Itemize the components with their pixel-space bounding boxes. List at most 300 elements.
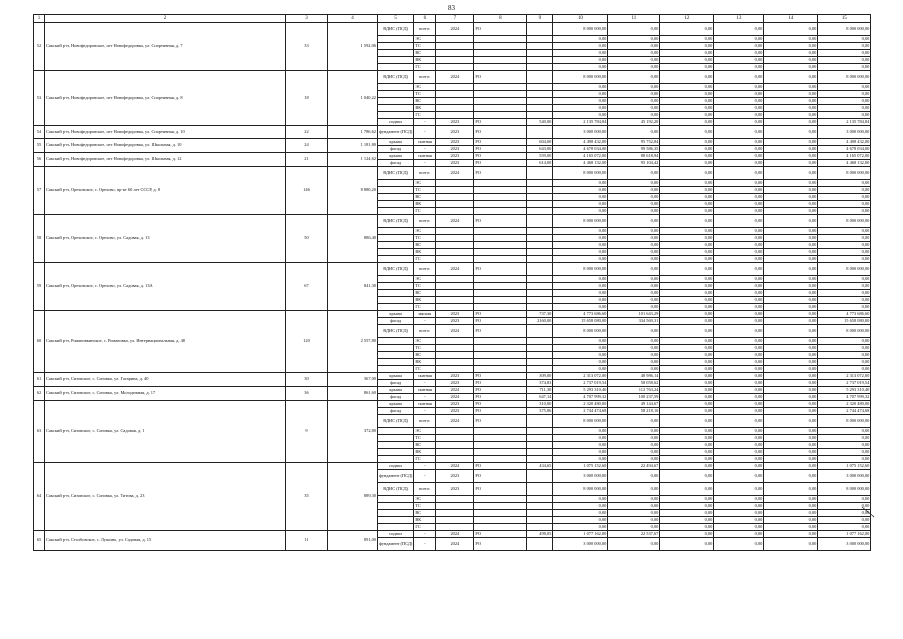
- zero-value-cell: 0,00: [660, 201, 714, 208]
- volume-cell: [527, 91, 553, 98]
- network-code: ЭС: [414, 180, 436, 187]
- total-cell: 4 165 072,00: [818, 153, 871, 160]
- year-cell: 2023: [436, 160, 474, 167]
- work-type: [378, 235, 414, 242]
- year-cell: [436, 428, 474, 435]
- method-cell: [474, 449, 527, 456]
- network-code: ЭС: [414, 428, 436, 435]
- building-area: 367,00: [328, 373, 378, 387]
- work-subtype: -: [414, 463, 436, 470]
- work-subtype: скатная: [414, 401, 436, 408]
- zero-value-cell: 0,00: [714, 456, 764, 463]
- zero-value-cell: 0,00: [660, 180, 714, 187]
- network-code: ВС: [414, 50, 436, 57]
- method-cell: РО: [474, 167, 527, 180]
- column-header-3: 3: [286, 15, 328, 23]
- fund-cell: 0,00: [764, 160, 818, 167]
- building-number: 57: [34, 167, 45, 215]
- year-cell: [436, 524, 474, 531]
- work-type: крыша: [378, 139, 414, 146]
- zero-value-cell: 0,00: [553, 297, 608, 304]
- volume-cell: [527, 524, 553, 531]
- fund-cell: 0,00: [764, 215, 818, 228]
- fund-cell: 0,00: [764, 153, 818, 160]
- building-value: 24: [286, 139, 328, 153]
- network-code: ТС: [414, 345, 436, 352]
- zero-value-cell: 0,00: [818, 297, 871, 304]
- fund-cell: 0,00: [764, 373, 818, 380]
- work-type: фундамент (ПСД): [378, 470, 414, 483]
- fund-cell: 0,00: [660, 23, 714, 36]
- year-cell: [436, 43, 474, 50]
- zero-value-cell: 0,00: [714, 98, 764, 105]
- building-area: 372,80: [328, 401, 378, 463]
- work-subtype: всего:: [414, 167, 436, 180]
- volume-cell: [527, 449, 553, 456]
- zero-value-cell: 0,00: [764, 249, 818, 256]
- volume-cell: 434,65: [527, 463, 553, 470]
- zero-value-cell: 0,00: [553, 435, 608, 442]
- work-subtype: скатная: [414, 153, 436, 160]
- work-type: [378, 517, 414, 524]
- network-code: ГС: [414, 524, 436, 531]
- volume-cell: [527, 71, 553, 84]
- zero-value-cell: 0,00: [818, 242, 871, 249]
- method-cell: [474, 105, 527, 112]
- unit-cost-cell: 22 494,67: [608, 463, 660, 470]
- zero-value-cell: 0,00: [764, 64, 818, 71]
- unit-cost-cell: 0,00: [608, 415, 660, 428]
- work-subtype: -: [414, 146, 436, 153]
- volume-cell: [527, 352, 553, 359]
- zero-value-cell: 0,00: [608, 449, 660, 456]
- fund-cell: 0,00: [714, 160, 764, 167]
- zero-value-cell: 0,00: [764, 105, 818, 112]
- zero-value-cell: 0,00: [818, 201, 871, 208]
- year-cell: [436, 201, 474, 208]
- method-cell: [474, 359, 527, 366]
- cost-cell: 4 498 432,00: [553, 139, 608, 146]
- zero-value-cell: 0,00: [553, 503, 608, 510]
- volume-cell: [527, 366, 553, 373]
- zero-value-cell: 0,00: [660, 112, 714, 119]
- work-type: фасад: [378, 408, 414, 415]
- zero-value-cell: 0,00: [553, 43, 608, 50]
- volume-cell: [527, 208, 553, 215]
- method-cell: [474, 297, 527, 304]
- work-subtype: -: [414, 531, 436, 538]
- volume-cell: 375,86: [527, 408, 553, 415]
- work-subtype: -: [414, 408, 436, 415]
- zero-value-cell: 0,00: [818, 435, 871, 442]
- building-area: 8 880,20: [328, 167, 378, 215]
- work-type: фундамент (ПСД): [378, 126, 414, 139]
- zero-value-cell: 0,00: [660, 242, 714, 249]
- total-cell: 2 737 019,54: [818, 380, 871, 387]
- method-cell: РО: [474, 415, 527, 428]
- building-address: Сакский р-н, Столбовское, с. Лушино, ул. Садовая, д. 15: [45, 531, 286, 551]
- volume-cell: [527, 290, 553, 297]
- column-header-8: 8: [474, 15, 527, 23]
- method-cell: РО: [474, 463, 527, 470]
- work-type: ВДИС (ПСД): [378, 167, 414, 180]
- fund-cell: 0,00: [714, 394, 764, 401]
- cost-cell: 3 000 000,00: [553, 538, 608, 551]
- network-code: ЭС: [414, 496, 436, 503]
- column-header-12: 12: [660, 15, 714, 23]
- fund-cell: 0,00: [764, 126, 818, 139]
- cost-cell: 1 075 152,60: [553, 463, 608, 470]
- zero-value-cell: 0,00: [818, 359, 871, 366]
- zero-value-cell: 0,00: [764, 91, 818, 98]
- year-cell: [436, 496, 474, 503]
- zero-value-cell: 0,00: [608, 456, 660, 463]
- fund-cell: 0,00: [714, 153, 764, 160]
- year-cell: 2023: [436, 373, 474, 380]
- fund-cell: 0,00: [714, 538, 764, 551]
- zero-value-cell: 0,00: [818, 228, 871, 235]
- method-cell: [474, 43, 527, 50]
- volume-cell: [527, 483, 553, 496]
- zero-value-cell: 0,00: [553, 449, 608, 456]
- zero-value-cell: 0,00: [818, 194, 871, 201]
- volume-cell: 2160,00: [527, 318, 553, 325]
- cost-cell: 8 000 000,00: [553, 415, 608, 428]
- method-cell: [474, 517, 527, 524]
- fund-cell: 0,00: [660, 483, 714, 496]
- volume-cell: [527, 435, 553, 442]
- zero-value-cell: 0,00: [818, 283, 871, 290]
- work-subtype: всего:: [414, 325, 436, 338]
- volume-cell: 614,00: [527, 160, 553, 167]
- year-cell: [436, 503, 474, 510]
- volume-cell: 737,30: [527, 311, 553, 318]
- network-code: ГС: [414, 64, 436, 71]
- zero-value-cell: 0,00: [553, 98, 608, 105]
- zero-value-cell: 0,00: [608, 517, 660, 524]
- method-cell: [474, 304, 527, 311]
- zero-value-cell: 0,00: [608, 208, 660, 215]
- zero-value-cell: 0,00: [608, 43, 660, 50]
- zero-value-cell: 0,00: [714, 194, 764, 201]
- column-header-10: 10: [553, 15, 608, 23]
- column-header-9: 9: [527, 15, 553, 23]
- volume-cell: [527, 84, 553, 91]
- network-code: ЭС: [414, 228, 436, 235]
- zero-value-cell: 0,00: [764, 276, 818, 283]
- zero-value-cell: 0,00: [553, 283, 608, 290]
- method-cell: РО: [474, 263, 527, 276]
- network-code: ВК: [414, 201, 436, 208]
- volume-cell: [527, 50, 553, 57]
- year-cell: [436, 105, 474, 112]
- zero-value-cell: 0,00: [764, 297, 818, 304]
- work-type: подвал: [378, 119, 414, 126]
- work-type: ВДИС (ПСД): [378, 71, 414, 84]
- zero-value-cell: 0,00: [553, 456, 608, 463]
- zero-value-cell: 0,00: [764, 43, 818, 50]
- year-cell: [436, 517, 474, 524]
- fund-cell: 0,00: [764, 401, 818, 408]
- building-value: 22: [286, 126, 328, 139]
- fund-cell: 0,00: [714, 263, 764, 276]
- work-type: подвал: [378, 531, 414, 538]
- work-type: фасад: [378, 318, 414, 325]
- work-subtype: -: [414, 394, 436, 401]
- method-cell: [474, 36, 527, 43]
- zero-value-cell: 0,00: [660, 276, 714, 283]
- zero-value-cell: 0,00: [714, 517, 764, 524]
- zero-value-cell: 0,00: [660, 352, 714, 359]
- work-type: [378, 304, 414, 311]
- zero-value-cell: 0,00: [818, 208, 871, 215]
- zero-value-cell: 0,00: [553, 510, 608, 517]
- building-value: 18: [286, 71, 328, 126]
- year-cell: 2023: [436, 139, 474, 146]
- zero-value-cell: 0,00: [553, 105, 608, 112]
- fund-cell: 0,00: [714, 167, 764, 180]
- work-type: [378, 276, 414, 283]
- building-area: 1 786,62: [328, 126, 378, 139]
- volume-cell: [527, 194, 553, 201]
- zero-value-cell: 0,00: [714, 180, 764, 187]
- method-cell: [474, 524, 527, 531]
- volume-cell: [527, 43, 553, 50]
- column-header-4: 4: [328, 15, 378, 23]
- volume-cell: [527, 503, 553, 510]
- work-subtype: всего:: [414, 71, 436, 84]
- cost-cell: 1 077 162,00: [553, 531, 608, 538]
- column-header-6: 6: [414, 15, 436, 23]
- work-type: [378, 36, 414, 43]
- year-cell: [436, 359, 474, 366]
- year-cell: [436, 366, 474, 373]
- volume-cell: 540,00: [527, 119, 553, 126]
- building-area: 1 181,80: [328, 139, 378, 153]
- method-cell: [474, 57, 527, 64]
- zero-value-cell: 0,00: [764, 201, 818, 208]
- zero-value-cell: 0,00: [553, 228, 608, 235]
- zero-value-cell: 0,00: [660, 43, 714, 50]
- zero-value-cell: 0,00: [660, 208, 714, 215]
- work-type: [378, 456, 414, 463]
- volume-cell: [527, 64, 553, 71]
- zero-value-cell: 0,00: [660, 36, 714, 43]
- zero-value-cell: 0,00: [714, 524, 764, 531]
- year-cell: [436, 449, 474, 456]
- zero-value-cell: 0,00: [818, 50, 871, 57]
- zero-value-cell: 0,00: [608, 201, 660, 208]
- zero-value-cell: 0,00: [818, 352, 871, 359]
- year-cell: [436, 208, 474, 215]
- fund-cell: 0,00: [714, 531, 764, 538]
- work-type: ВДИС (ПСД): [378, 415, 414, 428]
- fund-cell: 0,00: [660, 215, 714, 228]
- work-subtype: всего:: [414, 23, 436, 36]
- network-code: ТС: [414, 283, 436, 290]
- zero-value-cell: 0,00: [608, 242, 660, 249]
- cost-cell: 8 000 000,00: [553, 215, 608, 228]
- work-type: крыша: [378, 373, 414, 380]
- zero-value-cell: 0,00: [660, 235, 714, 242]
- zero-value-cell: 0,00: [714, 64, 764, 71]
- zero-value-cell: 0,00: [553, 50, 608, 57]
- fund-cell: 0,00: [660, 415, 714, 428]
- zero-value-cell: 0,00: [764, 283, 818, 290]
- year-cell: [436, 228, 474, 235]
- zero-value-cell: 0,00: [818, 524, 871, 531]
- year-cell: [436, 98, 474, 105]
- zero-value-cell: 0,00: [818, 517, 871, 524]
- method-cell: [474, 345, 527, 352]
- fund-cell: 0,00: [764, 119, 818, 126]
- volume-cell: [527, 517, 553, 524]
- method-cell: [474, 276, 527, 283]
- table-row: [34, 139, 871, 146]
- fund-cell: 0,00: [660, 531, 714, 538]
- work-type: [378, 187, 414, 194]
- fund-cell: 0,00: [764, 71, 818, 84]
- zero-value-cell: 0,00: [553, 290, 608, 297]
- fund-cell: 0,00: [714, 387, 764, 394]
- year-cell: 2023: [436, 470, 474, 483]
- zero-value-cell: 0,00: [764, 50, 818, 57]
- volume-cell: [527, 57, 553, 64]
- unit-cost-cell: 0,00: [608, 325, 660, 338]
- zero-value-cell: 0,00: [608, 249, 660, 256]
- unit-cost-cell: 0,00: [608, 263, 660, 276]
- volume-cell: [527, 256, 553, 263]
- network-code: ЭС: [414, 338, 436, 345]
- volume-cell: 647,14: [527, 394, 553, 401]
- total-cell: 8 000 000,00: [818, 23, 871, 36]
- method-cell: РО: [474, 311, 527, 318]
- method-cell: РО: [474, 71, 527, 84]
- method-cell: РО: [474, 139, 527, 146]
- building-number: 61: [34, 373, 45, 387]
- volume-cell: [527, 345, 553, 352]
- zero-value-cell: 0,00: [764, 496, 818, 503]
- year-cell: 2024: [436, 387, 474, 394]
- volume-cell: 310,00: [527, 401, 553, 408]
- method-cell: РО: [474, 408, 527, 415]
- work-subtype: -: [414, 538, 436, 551]
- zero-value-cell: 0,00: [818, 338, 871, 345]
- volume-cell: [527, 415, 553, 428]
- network-code: ВК: [414, 449, 436, 456]
- capital-repair-register-table: [33, 14, 871, 551]
- year-cell: [436, 180, 474, 187]
- zero-value-cell: 0,00: [553, 524, 608, 531]
- zero-value-cell: 0,00: [553, 84, 608, 91]
- work-type: [378, 449, 414, 456]
- fund-cell: 0,00: [714, 380, 764, 387]
- zero-value-cell: 0,00: [553, 208, 608, 215]
- work-type: крыша: [378, 387, 414, 394]
- zero-value-cell: 0,00: [553, 366, 608, 373]
- column-header-5: 5: [378, 15, 414, 23]
- work-type: ВДИС (ПСД): [378, 215, 414, 228]
- total-cell: 4 468 132,00: [818, 160, 871, 167]
- network-code: ГС: [414, 112, 436, 119]
- zero-value-cell: 0,00: [764, 36, 818, 43]
- fund-cell: 0,00: [764, 263, 818, 276]
- method-cell: [474, 112, 527, 119]
- year-cell: 2023: [436, 146, 474, 153]
- fund-cell: 0,00: [714, 126, 764, 139]
- year-cell: [436, 64, 474, 71]
- work-type: фасад: [378, 146, 414, 153]
- building-number: 56: [34, 153, 45, 167]
- work-type: [378, 43, 414, 50]
- work-type: фундамент (ПСД): [378, 538, 414, 551]
- network-code: ТС: [414, 91, 436, 98]
- volume-cell: [527, 187, 553, 194]
- total-cell: 4 498 432,00: [818, 139, 871, 146]
- work-subtype: скатная: [414, 373, 436, 380]
- year-cell: 2024: [436, 167, 474, 180]
- work-type: [378, 194, 414, 201]
- zero-value-cell: 0,00: [608, 297, 660, 304]
- zero-value-cell: 0,00: [608, 338, 660, 345]
- zero-value-cell: 0,00: [608, 84, 660, 91]
- total-cell: 5 293 310,40: [818, 387, 871, 394]
- zero-value-cell: 0,00: [764, 112, 818, 119]
- zero-value-cell: 0,00: [714, 112, 764, 119]
- year-cell: 2024: [436, 71, 474, 84]
- fund-cell: 0,00: [660, 401, 714, 408]
- cost-cell: 4 468 132,00: [553, 160, 608, 167]
- work-type: [378, 283, 414, 290]
- unit-cost-cell: 334 569,31: [608, 318, 660, 325]
- method-cell: РО: [474, 318, 527, 325]
- zero-value-cell: 0,00: [818, 249, 871, 256]
- zero-value-cell: 0,00: [764, 187, 818, 194]
- building-address: Сакский р-н, Ореховское, с. Орехово, ул. Садовая, д. 13: [45, 215, 286, 263]
- unit-cost-cell: 0,00: [608, 483, 660, 496]
- work-type: [378, 338, 414, 345]
- zero-value-cell: 0,00: [660, 503, 714, 510]
- building-address: Сакский р-н, Новофедоровское, пгт Новофедоровка, ул. Спортивная, д. 8: [45, 71, 286, 126]
- zero-value-cell: 0,00: [764, 256, 818, 263]
- fund-cell: 0,00: [714, 463, 764, 470]
- column-header-11: 11: [608, 15, 660, 23]
- building-area: 841,30: [328, 263, 378, 311]
- building-value: 9: [286, 401, 328, 463]
- network-code: ЭС: [414, 276, 436, 283]
- method-cell: РО: [474, 126, 527, 139]
- zero-value-cell: 0,00: [660, 359, 714, 366]
- work-type: [378, 64, 414, 71]
- zero-value-cell: 0,00: [608, 98, 660, 105]
- zero-value-cell: 0,00: [660, 84, 714, 91]
- zero-value-cell: 0,00: [660, 50, 714, 57]
- year-cell: 2024: [436, 415, 474, 428]
- zero-value-cell: 0,00: [818, 304, 871, 311]
- volume-cell: [527, 263, 553, 276]
- volume-cell: [527, 325, 553, 338]
- method-cell: [474, 496, 527, 503]
- year-cell: [436, 50, 474, 57]
- unit-cost-cell: 45 192,20: [608, 119, 660, 126]
- zero-value-cell: 0,00: [553, 428, 608, 435]
- fund-cell: 0,00: [714, 215, 764, 228]
- year-cell: [436, 91, 474, 98]
- building-value: 67: [286, 263, 328, 311]
- volume-cell: [527, 442, 553, 449]
- building-area: 1 124,62: [328, 153, 378, 167]
- fund-cell: 0,00: [714, 23, 764, 36]
